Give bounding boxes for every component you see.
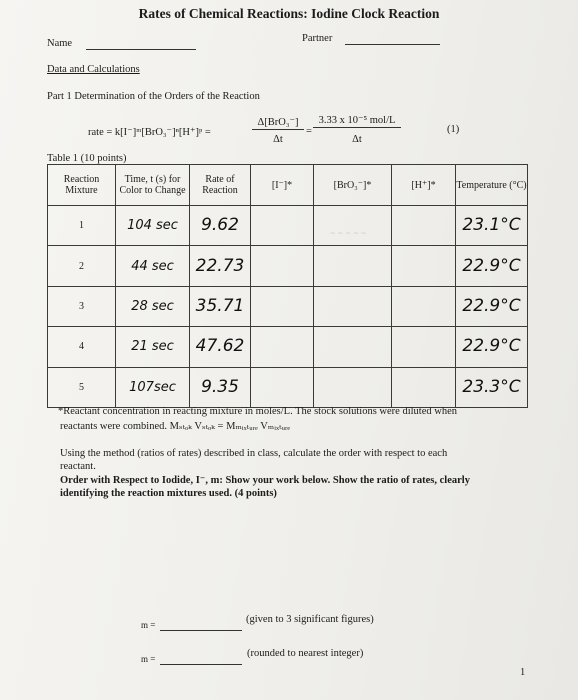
fraction2-numerator: 3.33 x 10⁻⁵ mol/L: [313, 114, 401, 128]
fraction1-numerator: Δ[BrO₃⁻]: [252, 116, 304, 130]
name-line[interactable]: [86, 49, 196, 50]
mixture-number: 5: [48, 367, 116, 407]
table-row: [48, 206, 528, 246]
name-label: Name: [47, 38, 73, 49]
hydrogen-cell[interactable]: [392, 206, 456, 246]
time-cell[interactable]: 44 sec: [116, 246, 190, 286]
time-cell[interactable]: 107sec: [116, 367, 190, 407]
temperature-cell[interactable]: 23.1°C: [456, 206, 528, 246]
time-cell[interactable]: 104 sec: [116, 206, 190, 246]
mixture-number: 3: [48, 286, 116, 326]
partner-line[interactable]: [345, 44, 440, 45]
header-temperature: Temperature (°C): [456, 165, 528, 206]
header-bromate-conc: [BrO₃⁻]*: [314, 165, 392, 206]
iodide-cell[interactable]: [251, 206, 314, 246]
header-rate: Rate of Reaction: [190, 165, 251, 206]
temperature-cell[interactable]: 22.9°C: [456, 286, 528, 326]
table-header-row: [48, 165, 528, 206]
iodide-cell[interactable]: [251, 246, 314, 286]
instruction-line-1: Using the method (ratios of rates) described in class, calculate the order with respect to each: [60, 448, 448, 459]
time-cell[interactable]: 28 sec: [116, 286, 190, 326]
footnote-line-1: *Reactant concentration in reacting mixture in moles/L. The stock solutions were diluted when: [58, 406, 457, 417]
equation-number: (1): [447, 124, 460, 135]
m-label-2: m =: [141, 654, 156, 664]
instruction-line-4: identifying the reaction mixtures used. (4 points): [60, 488, 277, 499]
hydrogen-cell[interactable]: [392, 327, 456, 367]
m-label-1: m =: [141, 620, 156, 630]
rate-cell[interactable]: 35.71: [190, 286, 251, 326]
answer-note-1: (given to 3 significant figures): [246, 614, 374, 625]
table-caption: Table 1 (10 points): [47, 153, 127, 164]
table-row: [48, 327, 528, 367]
temperature-cell[interactable]: 22.9°C: [456, 246, 528, 286]
fraction1-denominator: Δt: [273, 134, 283, 145]
m-answer-line-1[interactable]: [160, 630, 242, 631]
instruction-line-3: Order with Respect to Iodide, I⁻, m: Show your work below. Show the ratio of rates, clearly: [60, 475, 470, 486]
fraction2-denominator: Δt: [352, 134, 362, 145]
bromate-cell[interactable]: [314, 327, 392, 367]
mixture-number: 4: [48, 327, 116, 367]
instruction-line-2: reactant.: [60, 461, 96, 472]
data-table: [47, 164, 528, 408]
hydrogen-cell[interactable]: [392, 286, 456, 326]
iodide-cell[interactable]: [251, 327, 314, 367]
header-iodide-conc: [I⁻]*: [251, 165, 314, 206]
time-cell[interactable]: 21 sec: [116, 327, 190, 367]
bleed-through-text: ~ ~ ~ ~ ~: [330, 228, 367, 238]
partner-label: Partner: [302, 33, 333, 44]
header-time: Time, t (s) for Color to Change: [116, 165, 190, 206]
iodide-cell[interactable]: [251, 286, 314, 326]
answer-note-2: (rounded to nearest integer): [247, 648, 364, 659]
section-heading-data: Data and Calculations: [47, 64, 140, 75]
section-heading-part1: Part 1 Determination of the Orders of the Reaction: [47, 91, 260, 102]
rate-law-lhs: rate = k[I⁻]ᵐ[BrO₃⁻]ⁿ[H⁺]ᵖ =: [88, 127, 211, 138]
hydrogen-cell[interactable]: [392, 246, 456, 286]
table-row: [48, 367, 528, 407]
mixture-number: 1: [48, 206, 116, 246]
bromate-cell[interactable]: [314, 367, 392, 407]
table-row: [48, 246, 528, 286]
equals-sign: =: [306, 126, 312, 137]
bromate-cell[interactable]: [314, 286, 392, 326]
rate-cell[interactable]: 47.62: [190, 327, 251, 367]
table-row: [48, 286, 528, 326]
hydrogen-cell[interactable]: [392, 367, 456, 407]
header-reaction-mixture: Reaction Mixture: [48, 165, 116, 206]
mixture-number: 2: [48, 246, 116, 286]
page-title: Rates of Chemical Reactions: Iodine Clock Reaction: [138, 6, 440, 21]
m-answer-line-2[interactable]: [160, 664, 242, 665]
page-number: 1: [520, 667, 526, 678]
temperature-cell[interactable]: 23.3°C: [456, 367, 528, 407]
footnote-line-2: reactants were combined. Mₛₜₒₖ Vₛₜₒₖ = Mₘᵢₓₜᵤᵣₑ Vₘᵢₓₜᵤᵣₑ: [60, 421, 291, 432]
iodide-cell[interactable]: [251, 367, 314, 407]
bromate-cell[interactable]: [314, 246, 392, 286]
header-hydrogen-conc: [H⁺]*: [392, 165, 456, 206]
rate-cell[interactable]: 22.73: [190, 246, 251, 286]
bromate-cell[interactable]: [314, 206, 392, 246]
temperature-cell[interactable]: 22.9°C: [456, 327, 528, 367]
rate-cell[interactable]: 9.62: [190, 206, 251, 246]
rate-cell[interactable]: 9.35: [190, 367, 251, 407]
